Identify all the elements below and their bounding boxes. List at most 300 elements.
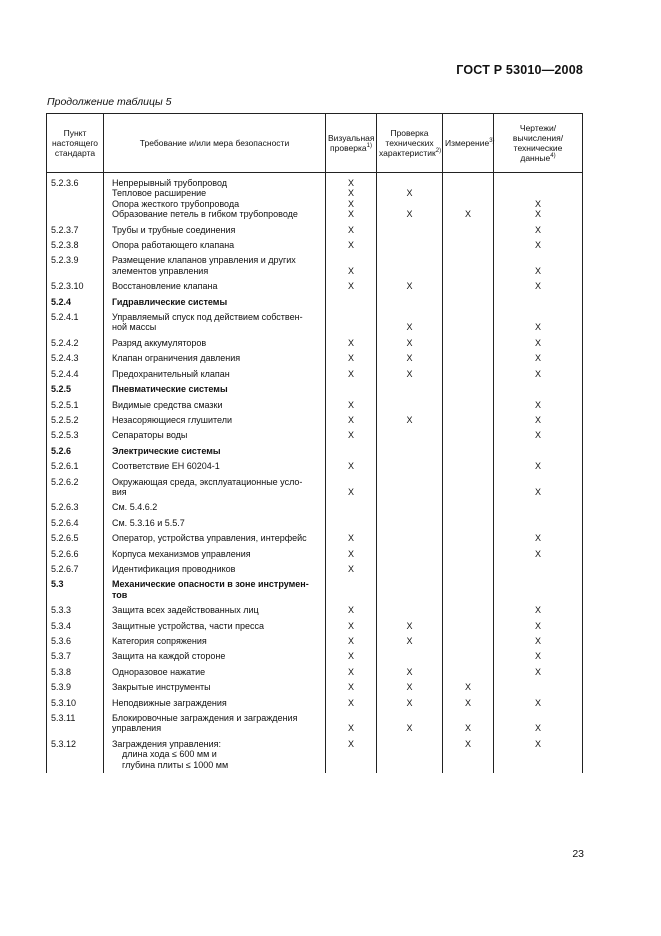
technical-check-mark-cell [377,398,443,413]
drawings-mark-cell [494,547,583,562]
visual-check-mark [326,312,376,322]
measurement-mark [443,199,493,209]
item-number: 5.3.9 [47,680,104,695]
measurement-mark-cell [443,459,494,474]
visual-check-mark-cell [326,562,377,577]
technical-check-mark: X [406,188,413,199]
drawings-mark [494,297,582,307]
requirement-line: длина хода ≤ 600 мм и [122,749,217,760]
visual-check-mark: X [347,178,354,188]
table-row [47,634,583,649]
drawings-mark: X [534,738,541,749]
technical-check-mark-cell [377,500,443,515]
item-number: 5.2.4.4 [47,367,104,382]
drawings-mark-cell [494,475,583,501]
table-row [47,398,583,413]
requirement-line: Трубы и трубные соединения [112,224,236,235]
requirement-text [104,680,326,695]
table-row [47,737,583,773]
visual-check-mark: X [347,198,354,209]
requirement-text [104,310,326,336]
item-number: 5.3.7 [47,649,104,664]
technical-check-mark [377,178,442,188]
table-row [47,562,583,577]
drawings-mark-cell [494,459,583,474]
requirement-text [104,737,326,773]
technical-check-mark [377,518,442,528]
measurement-mark [443,297,493,307]
measurement-mark [443,415,493,425]
requirement-text [104,238,326,253]
technical-check-mark-cell [377,382,443,397]
technical-check-mark [377,713,442,723]
technical-check-mark [377,549,442,559]
visual-check-mark-cell [326,531,377,546]
technical-check-mark: X [406,368,413,379]
drawings-mark-cell [494,336,583,351]
table-row [47,413,583,428]
technical-check-mark [377,384,442,394]
table-row [47,459,583,474]
visual-check-mark-cell [326,619,377,634]
technical-check-mark-cell [377,351,443,366]
visual-check-mark [326,384,376,394]
table-row [47,696,583,711]
technical-check-mark-cell [377,223,443,238]
drawings-mark-cell [494,351,583,366]
technical-check-mark [377,502,442,512]
requirement-line: вия [112,486,127,497]
technical-check-mark: X [406,414,413,425]
measurement-mark-cell [443,238,494,253]
visual-check-mark-cell [326,577,377,603]
item-number: 5.3 [47,577,104,603]
table-row [47,238,583,253]
drawings-mark: X [534,697,541,708]
drawings-mark-cell [494,413,583,428]
requirement-line: Категория сопряжения [112,636,207,646]
drawings-mark: X [534,399,541,410]
requirement-line: Защита всех задействованных лиц [112,605,259,616]
header-drawings-text: Чертежи/ вычисления/ технические данные [512,123,564,163]
drawings-mark: X [534,620,541,631]
visual-check-mark: X [347,620,354,631]
visual-check-mark: X [347,209,354,220]
measurement-mark [443,518,493,528]
standard-designation: ГОСТ Р 53010—2008 [456,63,583,77]
visual-check-mark: X [347,605,354,616]
visual-check-mark [326,590,376,600]
item-number: 5.3.4 [47,619,104,634]
technical-check-mark [377,651,442,661]
requirement-line: Управляемый спуск под действием собствен- [112,312,303,323]
requirement-line: Пневматические системы [112,384,228,395]
drawings-mark-cell [494,444,583,459]
header-technical-check-text: Проверка технических характеристик [379,128,436,158]
requirement-line: Одноразовое нажатие [112,666,206,677]
header-item-number-text: Пункт настоящего стандарта [51,128,99,158]
header-measurement [443,114,494,173]
measurement-mark [443,549,493,559]
table-row [47,531,583,546]
drawings-mark: X [534,486,541,497]
requirement-line: Тепловое расширение [112,188,207,199]
item-number: 5.2.6.4 [47,516,104,531]
visual-check-mark-cell [326,336,377,351]
visual-check-mark-cell [326,500,377,515]
technical-check-mark-cell [377,475,443,501]
measurement-mark [443,605,493,615]
drawings-mark [494,188,582,198]
header-technical-check [377,114,443,173]
requirement-text [104,634,326,649]
technical-check-mark [377,590,442,600]
measurement-mark [443,446,493,456]
measurement-mark [443,749,493,759]
technical-check-mark-cell [377,619,443,634]
visual-check-mark [326,579,376,589]
technical-check-mark: X [406,353,413,364]
table-row [47,279,583,294]
measurement-mark: X [464,738,471,749]
requirement-line: Гидравлические системы [112,296,228,307]
drawings-mark [494,255,582,265]
visual-check-mark: X [347,353,354,364]
requirement-line: Окружающая среда, эксплуатационные усло- [112,476,303,487]
requirement-text [104,711,326,737]
requirement-line: Блокировочные заграждения и заграждения [112,713,298,724]
visual-check-mark-cell [326,665,377,680]
measurement-mark [443,461,493,471]
requirements-table [46,113,583,773]
drawings-mark [494,518,582,528]
technical-check-mark: X [406,209,413,220]
technical-check-mark-cell [377,516,443,531]
drawings-mark: X [534,430,541,441]
drawings-mark-cell [494,603,583,618]
table-row [47,577,583,603]
technical-check-mark [377,312,442,322]
drawings-mark: X [534,265,541,276]
technical-check-mark [377,199,442,209]
measurement-mark [443,240,493,250]
technical-check-mark-cell [377,295,443,310]
technical-check-mark-cell [377,680,443,695]
visual-check-mark: X [347,188,354,199]
visual-check-mark-cell [326,428,377,443]
measurement-mark [443,621,493,631]
visual-check-mark: X [347,682,354,693]
requirement-line: Неподвижные заграждения [112,697,227,708]
requirement-line: Размещение клапанов управления и других [112,255,296,266]
technical-check-mark [377,477,442,487]
visual-check-mark-cell [326,413,377,428]
measurement-mark-cell [443,351,494,366]
visual-check-mark-cell [326,737,377,773]
table-row [47,680,583,695]
requirement-line: Клапан ограничения давления [112,353,241,364]
drawings-mark [494,682,582,692]
technical-check-mark-cell [377,737,443,773]
technical-check-mark-cell [377,577,443,603]
table-row [47,295,583,310]
measurement-mark [443,713,493,723]
header-visual-check-text: Визуальная проверка [328,133,375,153]
visual-check-mark-cell [326,253,377,279]
measurement-mark [443,369,493,379]
visual-check-mark [326,255,376,265]
visual-check-mark-cell [326,367,377,382]
item-number: 5.2.3.10 [47,279,104,294]
visual-check-mark: X [347,240,354,251]
measurement-mark [443,384,493,394]
visual-check-mark-cell [326,516,377,531]
requirement-line: Оператор, устройства управления, интерфейс [112,533,307,544]
requirement-text [104,562,326,577]
item-number: 5.2.5.3 [47,428,104,443]
requirement-line: элементов управления [112,265,209,276]
drawings-mark: X [534,353,541,364]
technical-check-mark-cell [377,173,443,223]
table-row [47,619,583,634]
visual-check-mark: X [347,430,354,441]
drawings-mark-cell [494,531,583,546]
table-row [47,367,583,382]
requirement-line: ной массы [112,322,157,333]
visual-check-mark [326,713,376,723]
drawings-mark-cell [494,367,583,382]
drawings-mark-cell [494,500,583,515]
visual-check-mark [326,502,376,512]
drawings-mark-cell [494,310,583,336]
measurement-mark [443,281,493,291]
drawings-mark-cell [494,737,583,773]
drawings-mark: X [534,281,541,292]
table-row [47,500,583,515]
drawings-mark [494,564,582,574]
drawings-mark: X [534,368,541,379]
visual-check-mark: X [347,224,354,235]
technical-check-mark: X [406,666,413,677]
drawings-mark: X [534,337,541,348]
measurement-mark [443,651,493,661]
requirement-line: См. 5.4.6.2 [112,502,158,513]
table-row [47,475,583,501]
visual-check-mark-cell [326,279,377,294]
item-number: 5.2.3.7 [47,223,104,238]
item-number: 5.2.5 [47,382,104,397]
drawings-mark: X [534,322,541,333]
measurement-mark-cell [443,367,494,382]
header-measurement-text: Измерение [445,138,490,148]
measurement-mark-cell [443,619,494,634]
visual-check-mark-cell [326,223,377,238]
technical-check-mark [377,760,442,770]
measurement-mark-cell [443,295,494,310]
measurement-mark-cell [443,475,494,501]
requirement-line: Опора работающего клапана [112,240,235,251]
measurement-mark-cell [443,531,494,546]
visual-check-mark-cell [326,459,377,474]
measurement-mark-cell [443,279,494,294]
table-header-row [47,114,583,173]
visual-check-mark-cell [326,711,377,737]
visual-check-mark [326,518,376,528]
requirement-text [104,398,326,413]
table-row [47,351,583,366]
table-row [47,665,583,680]
requirement-line: Идентификация проводников [112,563,236,574]
visual-check-mark-cell [326,173,377,223]
requirement-text [104,367,326,382]
visual-check-mark: X [347,548,354,559]
technical-check-mark-cell [377,367,443,382]
measurement-mark-cell [443,310,494,336]
visual-check-mark-cell [326,475,377,501]
drawings-mark: X [534,461,541,472]
item-number: 5.2.6.1 [47,459,104,474]
measurement-mark [443,225,493,235]
item-number: 5.3.12 [47,737,104,773]
drawings-mark-cell [494,696,583,711]
measurement-mark [443,312,493,322]
visual-check-mark [326,477,376,487]
measurement-mark-cell [443,680,494,695]
technical-check-mark-cell [377,413,443,428]
table-caption: Продолжение таблицы 5 [47,96,172,108]
drawings-mark [494,178,582,188]
technical-check-mark-cell [377,665,443,680]
measurement-mark-cell [443,516,494,531]
item-number: 5.2.6.3 [47,500,104,515]
visual-check-mark-cell [326,634,377,649]
requirement-text [104,336,326,351]
measurement-mark-cell [443,413,494,428]
measurement-mark-cell [443,398,494,413]
technical-check-mark: X [406,723,413,734]
drawings-mark: X [534,651,541,662]
technical-check-mark [377,564,442,574]
drawings-mark-cell [494,562,583,577]
visual-check-mark-cell [326,238,377,253]
technical-check-mark-cell [377,459,443,474]
measurement-mark [443,636,493,646]
visual-check-mark: X [347,414,354,425]
technical-check-mark-cell [377,238,443,253]
requirement-line: управления [112,723,162,734]
drawings-mark: X [534,414,541,425]
technical-check-mark [377,579,442,589]
technical-check-mark [377,533,442,543]
requirement-text [104,444,326,459]
header-visual-check [326,114,377,173]
visual-check-mark: X [347,723,354,734]
measurement-mark-cell [443,547,494,562]
header-drawings [494,114,583,173]
drawings-mark-cell [494,398,583,413]
technical-check-mark-cell [377,649,443,664]
item-number: 5.3.11 [47,711,104,737]
visual-check-mark: X [347,738,354,749]
table-body [47,173,583,774]
requirement-line: Корпуса механизмов управления [112,548,251,559]
visual-check-mark: X [347,461,354,472]
technical-check-mark [377,461,442,471]
technical-check-mark [377,255,442,265]
measurement-mark-cell [443,737,494,773]
requirement-text [104,428,326,443]
item-number: 5.2.4.1 [47,310,104,336]
drawings-mark-cell [494,516,583,531]
requirement-line: Непрерывный трубопровод [112,178,228,188]
item-number: 5.3.6 [47,634,104,649]
technical-check-mark [377,297,442,307]
visual-check-mark [326,760,376,770]
measurement-mark [443,266,493,276]
table-row [47,444,583,459]
technical-check-mark [377,240,442,250]
requirement-line: Закрытые инструменты [112,682,211,693]
requirement-line: Опора жесткого трубопровода [112,198,240,209]
page-number: 23 [572,848,584,860]
drawings-mark: X [534,209,541,220]
visual-check-mark-cell [326,444,377,459]
requirement-text [104,696,326,711]
table-row [47,649,583,664]
measurement-mark-cell [443,336,494,351]
requirement-text [104,649,326,664]
measurement-mark [443,533,493,543]
requirement-text [104,459,326,474]
table-row [47,382,583,397]
item-number: 5.2.3.6 [47,173,104,223]
item-number: 5.2.4.2 [47,336,104,351]
drawings-mark-cell [494,295,583,310]
measurement-mark [443,322,493,332]
visual-check-mark-cell [326,351,377,366]
table-row [47,310,583,336]
requirement-text [104,351,326,366]
requirement-line: Сепараторы воды [112,430,188,441]
item-number: 5.3.3 [47,603,104,618]
technical-check-mark: X [406,322,413,333]
table-row [47,547,583,562]
drawings-mark-cell [494,711,583,737]
drawings-mark-cell [494,173,583,223]
requirement-line: Предохранительный клапан [112,368,230,379]
item-number: 5.2.4.3 [47,351,104,366]
requirement-line: тов [112,589,128,600]
technical-check-mark [377,430,442,440]
visual-check-mark-cell [326,398,377,413]
technical-check-mark-cell [377,711,443,737]
technical-check-mark-cell [377,279,443,294]
table-row [47,223,583,238]
visual-check-mark-cell [326,680,377,695]
drawings-mark [494,384,582,394]
drawings-mark-cell [494,649,583,664]
drawings-mark-cell [494,238,583,253]
technical-check-mark: X [406,337,413,348]
visual-check-mark: X [347,265,354,276]
requirement-text [104,547,326,562]
technical-check-mark-cell [377,634,443,649]
drawings-mark [494,590,582,600]
drawings-mark: X [534,240,541,251]
requirement-text [104,516,326,531]
header-item-number [47,114,104,173]
visual-check-mark: X [347,486,354,497]
